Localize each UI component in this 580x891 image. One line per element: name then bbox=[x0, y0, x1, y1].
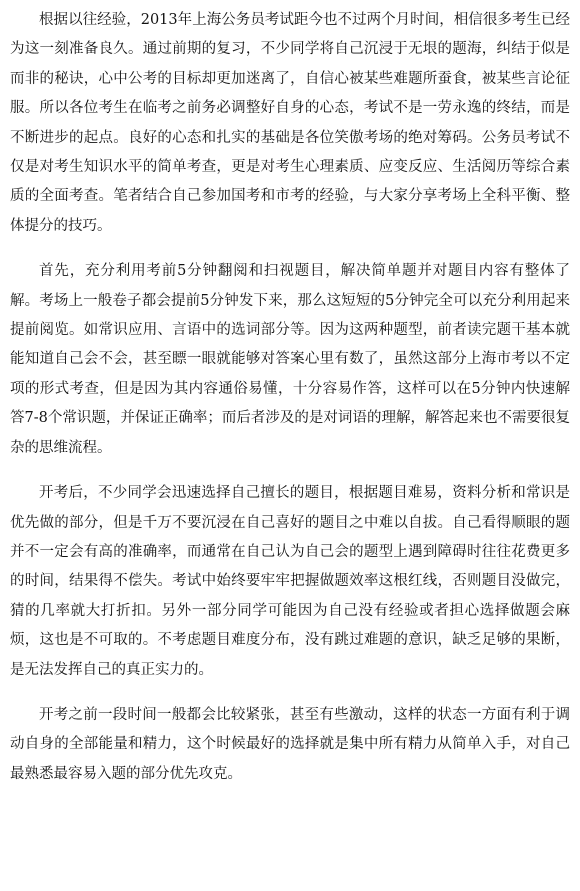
paragraph-before-start: 开考之前一段时间一般都会比较紧张，甚至有些激动，这样的状态一方面有利于调动自身的全部能量和精力，这个时候最好的选择就是集中所有精力从简单入手，对自己最熟悉最容易入题的部分优先攻克。 bbox=[10, 706, 570, 782]
paragraph-first-tip: 首先，充分利用考前5分钟翻阅和扫视题目，解决简单题并对题目内容有整体了解。考场上一般卷子都会提前5分钟发下来，那么这短短的5分钟完全可以充分利用起来提前阅览。如常识应用、言语中的选词部分等。因为这两种题型，前者读完题干基本就能知道自己会不会，甚至瞟一眼就能够对答案心里有数了，虽然这部分上海市考以不定项的形式考查，但是因为其内容通俗易懂，十分容易作答，这样可以在5分钟内快速解答7-8个常识题，并保证正确率；而后者涉及的是对词语的理解，解答起来也不需要很复杂的思维流程。 bbox=[10, 263, 570, 456]
paragraph-intro: 根据以往经验，2013年上海公务员考试距今也不过两个月时间，相信很多考生已经为这一刻准备良久。通过前期的复习，不少同学将自己沉浸于无垠的题海，纠结于似是而非的秘诀，心中公考的目标却更加迷离了，自信心被某些难题所蚕食，被某些言论征服。所以各位考生在临考之前务必调整好自身的心态，考试不是一劳永逸的终结，而是不断进步的起点。良好的心态和扎实的基础是各位笑傲考场的绝对筹码。公务员考试不仅是对考生知识水平的简单考查，更是对考生心理素质、应变反应、生活阅历等综合素质的全面考查。笔者结合自己参加国考和市考的经验，与大家分享考场上全科平衡、整体提分的技巧。 bbox=[10, 12, 570, 234]
paragraph-after-start: 开考后，不少同学会迅速选择自己擅长的题目，根据题目难易，资料分析和常识是优先做的部分，但是千万不要沉浸在自己喜好的题目之中难以自拔。自己看得顺眼的题并不一定会有高的准确率，而通常在自己认为自己会的题型上遇到障碍时往往花费更多的时间，结果得不偿失。考试中始终要牢牢把握做题效率这根红线，否则题目没做完，猜的几率就大打折扣。另外一部分同学可能因为自己没有经验或者担心选择做题会麻烦，这也是不可取的。不考虑题目难度分布，没有跳过难题的意识，缺乏足够的果断，是无法发挥自己的真正实力的。 bbox=[10, 485, 570, 678]
